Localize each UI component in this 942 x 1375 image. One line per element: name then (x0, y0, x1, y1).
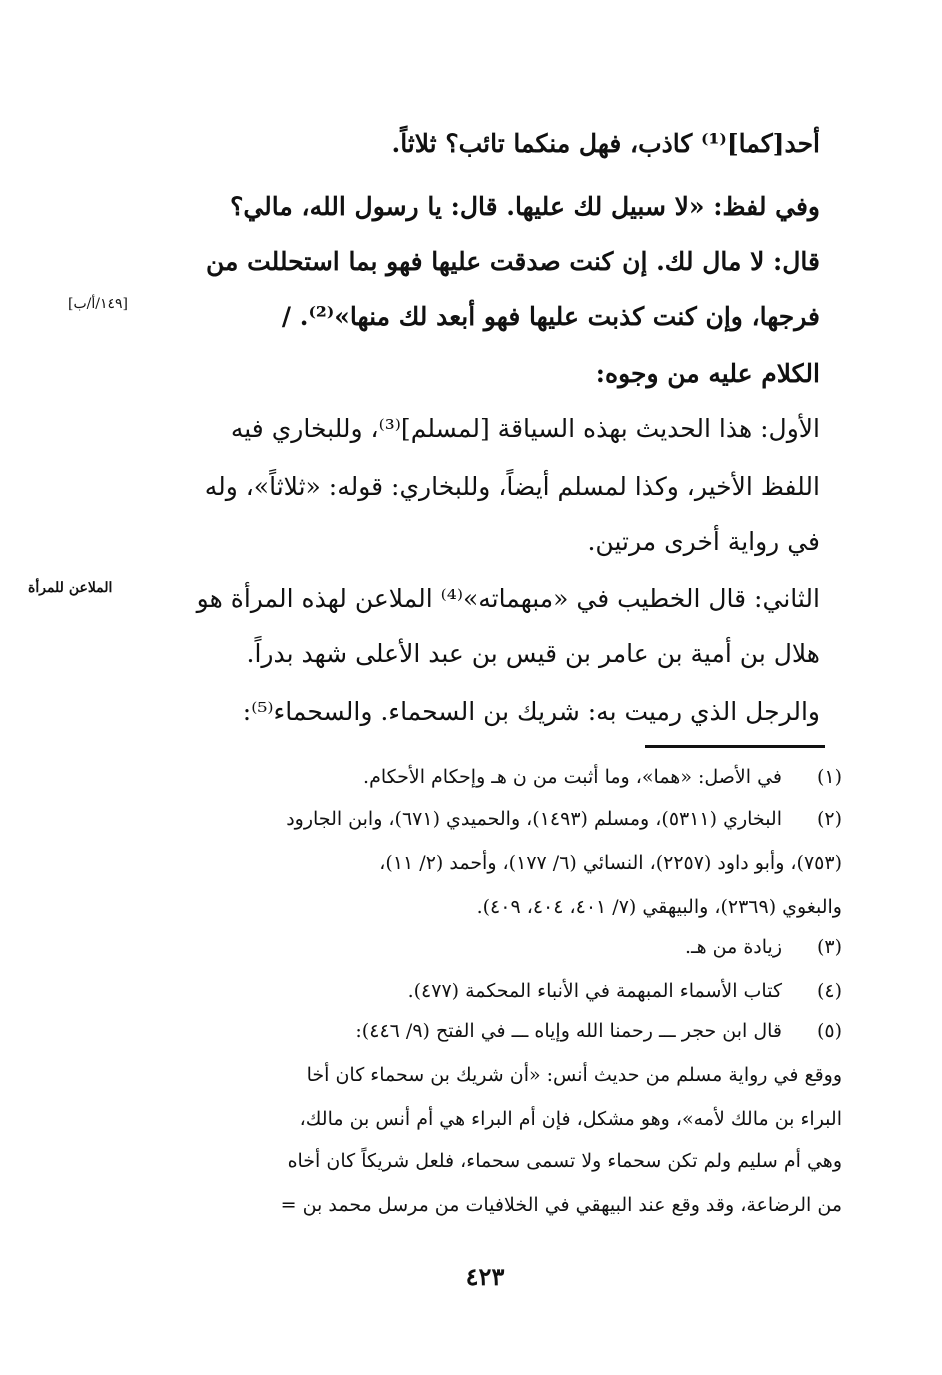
footnote-number: (١) (816, 766, 842, 788)
text-line: الأول: هذا الحديث بهذه السياقة [لمسلم]⁽³⁾، وللبخاري فيه (230, 414, 820, 443)
footnote-text: في الأصل: «هما»، وما أثبت من ن هـ وإحكام الأحكام. (363, 766, 782, 788)
footnote-text: من الرضاعة، وقد وقع عند البيهقي في الخلافيات من مرسل محمد بن = (280, 1194, 842, 1216)
text-line: فرجها، وإن كنت كذبت عليها فهو أبعد لك منها»⁽²⁾. / (281, 302, 820, 331)
text-line: والرجل الذي رميت به: شريك بن السحماء. والسحماء⁽⁵⁾: (242, 697, 820, 726)
text-line: في رواية أخرى مرتين. (587, 527, 820, 556)
footnote-number: (٢) (816, 808, 842, 830)
footnote-text: وهي أم سليم ولم تكن سحماء ولا تسمى سحماء، فلعل شريكاً كان أخاه (287, 1150, 842, 1172)
text-line: اللفظ الأخير، وكذا لمسلم أيضاً، وللبخاري: قوله: «ثلاثاً»، وله (204, 472, 820, 501)
side-note: الملاعن للمرأة (28, 580, 113, 596)
footnote-text: كتاب الأسماء المبهمة في الأنباء المحكمة (٤٧٧). (407, 980, 782, 1002)
text-line: وفي لفظ: «لا سبيل لك عليها. قال: يا رسول الله، مالي؟ (230, 192, 820, 221)
page-number: ٤٢٣ (465, 1262, 505, 1291)
footnote-separator (645, 745, 825, 748)
folio-marker: [١٤٩/أ/ب] (68, 296, 128, 312)
footnote-text: قال ابن حجر ـــ رحمنا الله وإياه ـــ في الفتح (٩/ ٤٤٦): (355, 1020, 782, 1042)
text-line: قال: لا مال لك. إن كنت صدقت عليها فهو بما استحللت من (205, 247, 820, 276)
footnote-text: البراء بن مالك لأمه»، وهو مشكل، فإن أم البراء هي أم أنس بن مالك، (299, 1108, 842, 1130)
text-line: الثاني: قال الخطيب في «مبهماته»⁽⁴⁾ الملاعن لهذه المرأة هو (196, 584, 820, 613)
footnote-text: زيادة من هـ. (684, 936, 782, 958)
footnote-number: (٥) (816, 1020, 842, 1042)
footnote-text: البخاري (٥٣١١)، ومسلم (١٤٩٣)، والحميدي (٦٧١)، وابن الجارود (286, 808, 782, 830)
text-line: أحد[كما]⁽¹⁾ كاذب، فهل منكما تائب؟ ثلاثاً. (391, 129, 820, 158)
footnote-text: والبغوي (٢٣٦٩)، والبيهقي (٧/ ٤٠١، ٤٠٤، ٤٠٩). (476, 896, 842, 918)
footnote-number: (٣) (816, 936, 842, 958)
section-heading: الكلام عليه من وجوه: (595, 359, 820, 388)
footnote-number: (٤) (816, 980, 842, 1002)
footnote-text: (٧٥٣)، وأبو داود (٢٢٥٧)، النسائي (٦/ ١٧٧)، وأحمد (٢/ ١١)، (379, 852, 842, 874)
footnote-text: ووقع في رواية مسلم من حديث أنس: «أن شريك بن سحماء كان أخا (306, 1064, 842, 1086)
text-line: هلال بن أمية بن عامر بن قيس بن عبد الأعلى شهد بدراً. (246, 639, 820, 668)
